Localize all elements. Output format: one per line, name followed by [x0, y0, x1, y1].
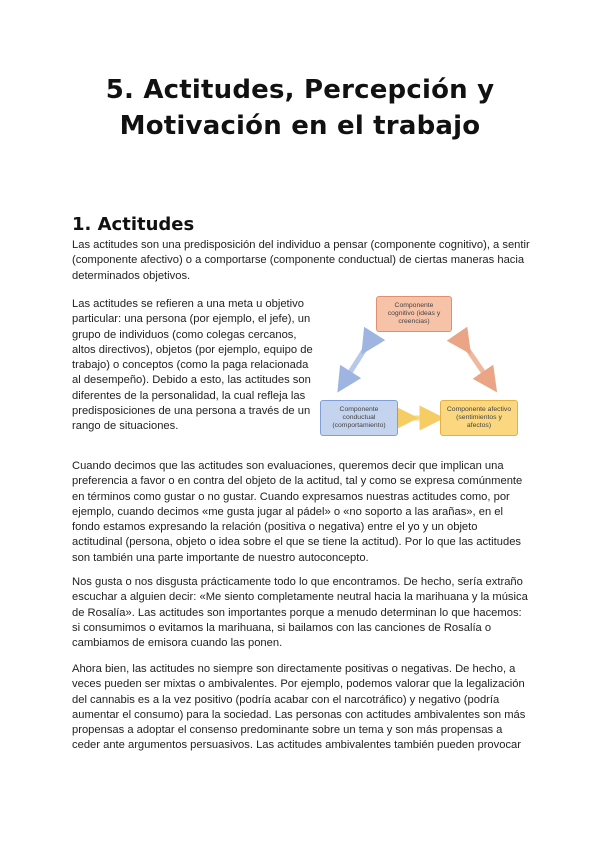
page-title-line-2: Motivación en el trabajo [119, 111, 481, 141]
paragraph-targets: Las actitudes se refieren a una meta u objetivo particular: una persona (por ejemplo, el jefe), un grupo de individuos (como colegas cercanos, altos directivos), objetos (por ejemplo, equipo de trabajo) o conceptos (como la paga relacionada al desempeño). Debido a esto, las actitudes son diferentes de la personalidad, la cual refleja las predisposiciones de una persona a través de un rango de situaciones. [72, 298, 313, 433]
paragraph-ambivalent: Ahora bien, las actitudes no siempre son directamente positivas o negativas. De hecho, a veces pueden ser mixtas o ambivalentes. Por ejemplo, podemos valorar que la legalización del cannabis es a la vez positivo (podría acabar con el narcotráfico) y negativo (podría aumentar el consumo) para la sociedad. Las personas con actitudes ambivalentes son más propensas a adoptar el consenso predominante sobre un tema y son más propensas a ceder ante argumentos persuasivos. Las actitudes ambivalentes también pueden provocar [72, 663, 526, 752]
page-title [60, 72, 540, 144]
paragraph-evaluations: Cuando decimos que las actitudes son evaluaciones, queremos decir que implican una preferencia a favor o en contra del objeto de la actitud, tal y como se expresa comúnmente en términos como gustar o no gustar. Cuando expresamos nuestras actitudes como, por ejemplo, cuando decimos «me gusta jugar al pádel» o «no soporto a las arañas», en el fondo estamos expresando la relación (positiva o negativa) entre el yo y un objeto actitudinal (persona, objeto o idea sobre el que se tiene la actitud). Por lo que las actitudes son también una parte importante de nuestro autoconcepto. [72, 460, 523, 564]
box-affective-component: Componente afectivo (sentimientos y afectos) [440, 400, 518, 436]
section-heading: 1. Actitudes [72, 214, 195, 235]
paragraph-definition: Las actitudes son una predisposición del individuo a pensar (componente cognitivo), a sentir (componente afectivo) o a comportarse (componente conductual) de ciertas maneras hacia determinados objetivos. [72, 239, 530, 282]
paragraph-likes: Nos gusta o nos disgusta prácticamente todo lo que encontramos. De hecho, sería extraño escuchar a alguien decir: «Me siento completamente neutral hacia la marihuana y la música de Rosalía». Las actitudes son importantes porque a menudo determinan lo que hacemos: si consumimos o evitamos la marihuana, si bailamos con las canciones de Rosalía o cambiamos de emisora cuando las ponen. [72, 576, 528, 650]
box-behavioral-component: Componente conductual (comportamiento) [320, 400, 398, 436]
arrow-cognitive-affective [464, 344, 490, 382]
arrow-cognitive-behavioral [344, 344, 368, 382]
page-title-line-1: 5. Actitudes, Percepción y [105, 75, 495, 105]
box-cognitive-component: Componente cognitivo (ideas y creencias) [376, 296, 452, 332]
attitude-components-diagram [316, 292, 536, 440]
